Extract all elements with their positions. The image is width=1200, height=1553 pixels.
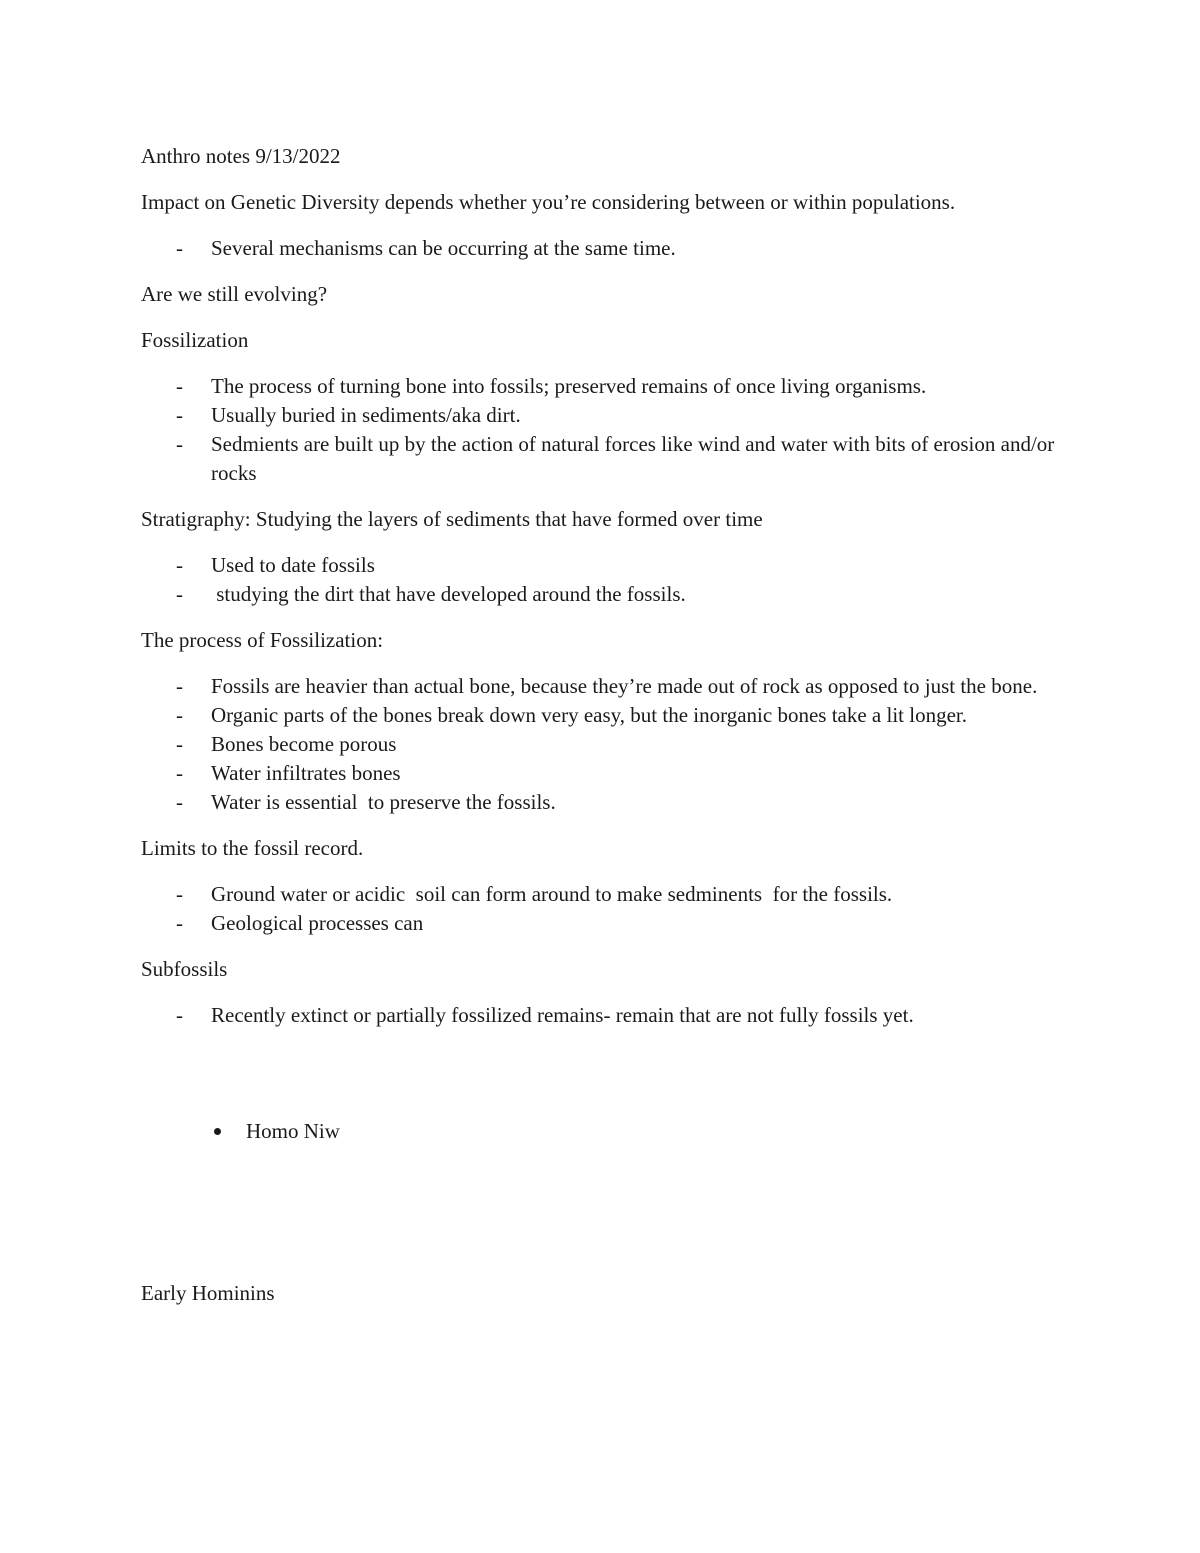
question-paragraph: Are we still evolving? [141, 282, 328, 306]
list-item-text: studying the dirt that have developed around the fossils. [211, 582, 686, 606]
list-item-text: Usually buried in sediments/aka dirt. [211, 403, 521, 427]
dash-icon: - [176, 553, 183, 577]
list-item [141, 672, 1081, 701]
dash-icon: - [176, 732, 183, 756]
list-item [141, 701, 1081, 730]
limits-heading: Limits to the fossil record. [141, 836, 364, 860]
dash-icon: - [176, 582, 183, 606]
dash-icon: - [176, 432, 183, 456]
dash-icon: - [176, 236, 183, 260]
list-item [141, 880, 1081, 909]
closing-heading: Early Hominins [141, 1281, 275, 1305]
stratigraphy-list [141, 551, 1081, 609]
subfossils-sublist [211, 1059, 1081, 1204]
list-item [141, 909, 1081, 938]
dash-icon: - [176, 1003, 183, 1027]
list-item [141, 372, 1081, 401]
limits-list [141, 880, 1081, 938]
document-page [141, 142, 1081, 1325]
list-item-text: Water is essential to preserve the fossils. [211, 790, 556, 814]
stratigraphy-heading: Stratigraphy: Studying the layers of sediments that have formed over time [141, 507, 763, 531]
list-item-text: Geological processes can [211, 911, 424, 935]
list-item-text: Several mechanisms can be occurring at the same time. [211, 236, 676, 260]
sub-list-item [211, 1117, 1081, 1146]
list-item-text: Bones become porous [211, 732, 397, 756]
list-item [141, 759, 1081, 788]
list-item [141, 551, 1081, 580]
list-item-text: Water infiltrates bones [211, 761, 401, 785]
fossilization-heading: Fossilization [141, 328, 249, 352]
dash-icon: - [176, 403, 183, 427]
list-item [141, 730, 1081, 759]
document-title: Anthro notes 9/13/2022 [141, 144, 341, 168]
process-list [141, 672, 1081, 817]
process-heading: The process of Fossilization: [141, 628, 384, 652]
bullet-dot-icon [214, 1128, 221, 1135]
list-item-text: Sedmients are built up by the action of natural forces like wind and water with bits of erosion and/or rocks [211, 432, 1060, 485]
list-item [141, 430, 1081, 488]
fossilization-list [141, 372, 1081, 488]
dash-icon: - [176, 911, 183, 935]
dash-icon: - [176, 674, 183, 698]
list-item-text: The process of turning bone into fossils; preserved remains of once living organisms. [211, 374, 927, 398]
subfossils-list [141, 1001, 1081, 1262]
dash-icon: - [176, 761, 183, 785]
list-item-text: Organic parts of the bones break down very easy, but the inorganic bones take a lit longer. [211, 703, 967, 727]
intro-paragraph: Impact on Genetic Diversity depends whether you’re considering between or within populations. [141, 190, 956, 214]
list-item-text: Fossils are heavier than actual bone, because they’re made out of rock as opposed to just the bone. [211, 674, 1038, 698]
list-item [141, 234, 1081, 263]
list-item-text: Used to date fossils [211, 553, 375, 577]
list-item-text: Recently extinct or partially fossilized remains- remain that are not fully fossils yet. [211, 1003, 914, 1027]
intro-list [141, 234, 1081, 263]
dash-icon: - [176, 790, 183, 814]
dash-icon: - [176, 703, 183, 727]
list-item [141, 1001, 1081, 1262]
subfossils-heading: Subfossils [141, 957, 228, 981]
sub-list-item-text: Homo Niw [246, 1119, 340, 1143]
list-item [141, 401, 1081, 430]
list-item-text: Ground water or acidic soil can form around to make sedminents for the fossils. [211, 882, 893, 906]
dash-icon: - [176, 882, 183, 906]
list-item [141, 580, 1081, 609]
list-item [141, 788, 1081, 817]
dash-icon: - [176, 374, 183, 398]
